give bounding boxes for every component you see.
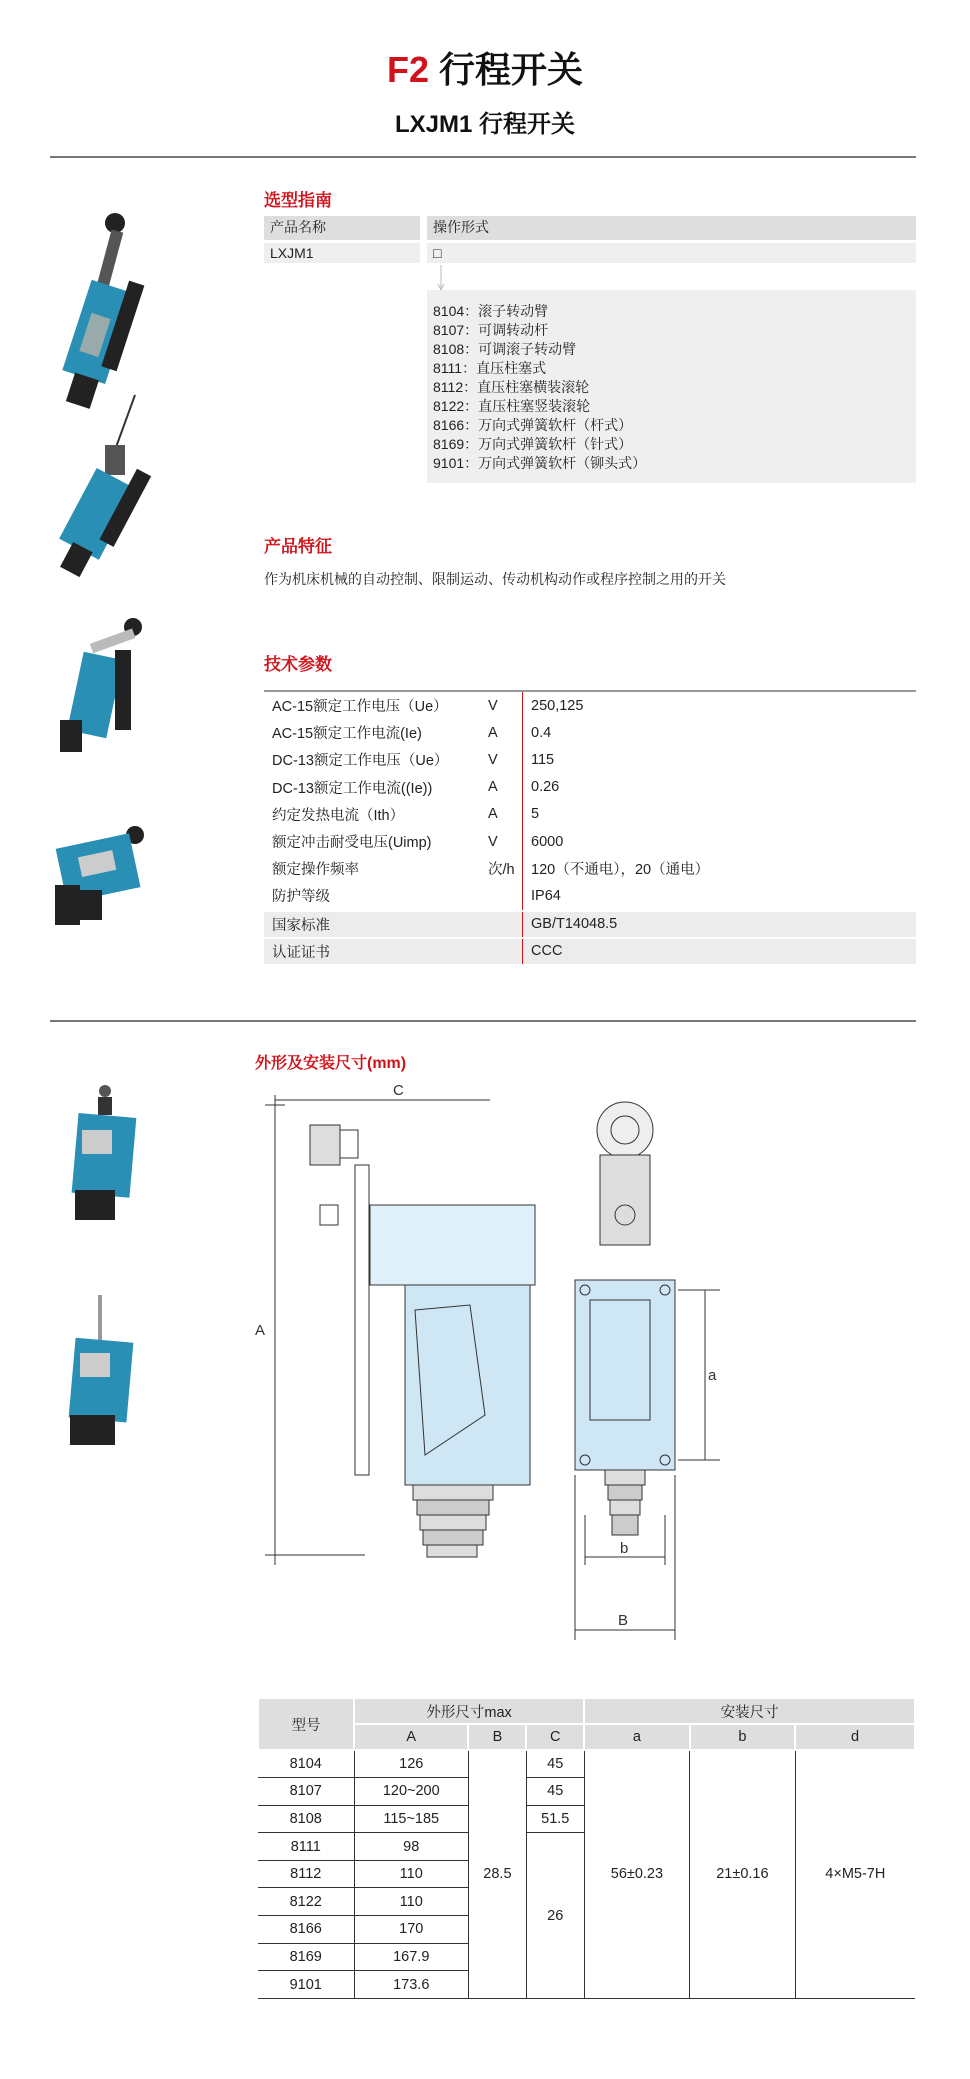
cell-b: 21±0.16 (690, 1750, 795, 1998)
divider (50, 1020, 916, 1022)
header-operation-type: 操作形式 (427, 216, 916, 240)
cell-model: 8166 (258, 1916, 354, 1944)
header-d: d (795, 1724, 915, 1750)
front-view-drawing (560, 1095, 730, 1655)
header-product-name: 产品名称 (264, 216, 420, 240)
option-item: 9101：万向式弹簧软杆（铆头式） (433, 455, 647, 471)
spec-row: 额定冲击耐受电压(Uimp) V 6000 (264, 828, 916, 855)
option-item: 8112：直压柱塞横装滚轮 (433, 379, 590, 395)
cell-A: 167.9 (354, 1943, 468, 1971)
dimensions-heading: 外形及安装尺寸(mm) (255, 1055, 407, 1072)
spec-row: 国家标准 GB/T14048.5 (264, 910, 916, 937)
dim-label-b: b (620, 1540, 629, 1557)
cell-A: 126 (354, 1750, 468, 1778)
option-item: 8107：可调转动杆 (433, 322, 549, 338)
table-row (258, 1750, 915, 1778)
dim-label-a: a (708, 1367, 717, 1384)
cell-model: 8169 (258, 1943, 354, 1971)
header-A: A (354, 1724, 468, 1750)
cell-A: 98 (354, 1833, 468, 1861)
features-text: 作为机床机械的自动控制、限制运动、传动机构动作或程序控制之用的开关 (264, 571, 726, 587)
product-model: LXJM1 (264, 243, 420, 263)
header-model: 型号 (258, 1698, 354, 1750)
cell-model: 8104 (258, 1750, 354, 1778)
header-B: B (468, 1724, 526, 1750)
cell-model: 9101 (258, 1971, 354, 1999)
cell-model: 8122 (258, 1888, 354, 1916)
header-mount-dims: 安装尺寸 (584, 1698, 915, 1724)
option-item: 8166：万向式弹簧软杆（杆式） (433, 417, 633, 433)
spec-row: 认证证书 CCC (264, 937, 916, 964)
page-subtitle: LXJM1 行程开关 (394, 111, 576, 138)
cell-C: 26 (526, 1833, 584, 1999)
operation-code-placeholder: □ (427, 243, 916, 263)
features-heading: 产品特征 (264, 537, 332, 556)
dim-label-A: A (255, 1322, 266, 1339)
header-a: a (584, 1724, 689, 1750)
cell-model: 8108 (258, 1805, 354, 1833)
switch-photo-spring-rod (69, 1295, 134, 1445)
cell-model: 8111 (258, 1833, 354, 1861)
option-item: 8108：可调滚子转动臂 (433, 341, 577, 357)
dimensions-table (257, 1697, 916, 1999)
cell-A: 115~185 (354, 1805, 468, 1833)
operation-options-list (427, 290, 916, 483)
spec-row: 防护等级 IP64 (264, 882, 916, 909)
cell-A: 110 (354, 1860, 468, 1888)
specs-table (264, 690, 916, 964)
option-item: 8104：滚子转动臂 (433, 303, 549, 319)
spec-row: DC-13额定工作电流((Ie)) A 0.26 (264, 774, 916, 801)
header-C: C (526, 1724, 584, 1750)
product-photos (50, 205, 170, 1495)
option-item: 8169：万向式弹簧软杆（针式） (433, 436, 633, 452)
dim-label-B: B (618, 1612, 629, 1629)
switch-photo-plunger (72, 1085, 137, 1220)
switch-photo-adjustable-roller (60, 618, 142, 752)
spec-row: AC-15额定工作电流(Ie) A 0.4 (264, 719, 916, 746)
header-b: b (690, 1724, 795, 1750)
header-outer-dims: 外形尺寸max (354, 1698, 584, 1724)
cell-C: 45 (526, 1750, 584, 1778)
divider (50, 156, 916, 158)
arrow-down-icon (436, 265, 446, 291)
switch-photo-roller-arm (62, 213, 144, 409)
spec-row: 约定发热电流（Ith） A 5 (264, 801, 916, 828)
spec-row: 额定操作频率 次/h 120（不通电），20（通电） (264, 855, 916, 882)
option-item: 8122：直压柱塞竖装滚轮 (433, 398, 591, 414)
cell-A: 110 (354, 1888, 468, 1916)
cell-d: 4×M5-7H (795, 1750, 915, 1998)
cell-C: 51.5 (526, 1805, 584, 1833)
switch-photo-plunger-roller (55, 826, 144, 925)
option-item: 8111：直压柱塞式 (433, 360, 547, 376)
spec-row: AC-15额定工作电压（Ue） V 250,125 (264, 692, 916, 719)
cell-A: 170 (354, 1916, 468, 1944)
switch-photo-rod (59, 395, 151, 577)
cell-C: 45 (526, 1778, 584, 1806)
dim-label-C: C (393, 1085, 404, 1099)
cell-B: 28.5 (468, 1750, 526, 1998)
cell-model: 8107 (258, 1778, 354, 1806)
cell-A: 120~200 (354, 1778, 468, 1806)
spec-row: DC-13额定工作电压（Ue） V 115 (264, 746, 916, 773)
selection-guide-heading: 选型指南 (264, 191, 332, 210)
specs-heading: 技术参数 (264, 655, 332, 674)
cell-A: 173.6 (354, 1971, 468, 1999)
cell-model: 8112 (258, 1860, 354, 1888)
page-title: F2 行程开关 (386, 49, 584, 90)
cell-a: 56±0.23 (584, 1750, 689, 1998)
